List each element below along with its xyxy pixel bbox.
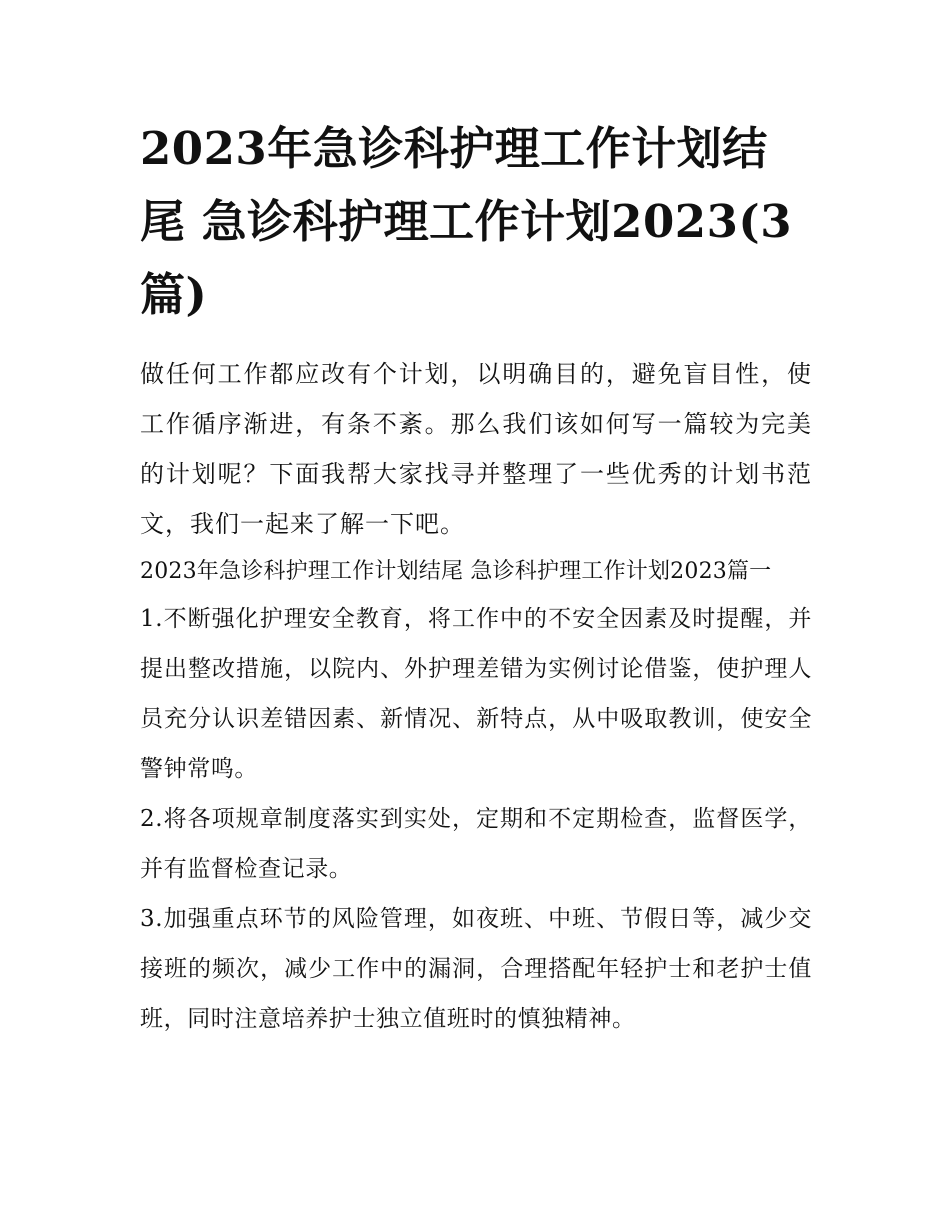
document-title: 2023年急诊科护理工作计划结尾 急诊科护理工作计划2023(3篇): [140, 122, 793, 321]
intro-paragraph: 做任何工作都应改有个计划，以明确目的，避免盲目性，使工作循序渐进，有条不紊。那么我们该如何写一篇较为完美的计划呢？下面我帮大家找寻并整理了一些优秀的计划书范文，我们一起来了解一下吧。: [140, 360, 812, 538]
list-item-2: 2.将各项规章制度落实到实处，定期和不定期检查，监督医学，并有监督检查记录。: [140, 806, 812, 882]
list-item-1: 1.不断强化护理安全教育，将工作中的不安全因素及时提醒，并提出整改措施，以院内、外护理差错为实例讨论借鉴，使护理人员充分认识差错因素、新情况、新特点，从中吸取教训，使安全警钟常鸣。: [140, 606, 812, 782]
list-item-3: 3.加强重点环节的风险管理，如夜班、中班、节假日等，减少交接班的频次，减少工作中的漏洞，合理搭配年轻护士和老护士值班，同时注意培养护士独立值班时的慎独精神。: [140, 906, 812, 1032]
section-heading: 2023年急诊科护理工作计划结尾 急诊科护理工作计划2023篇一: [140, 559, 772, 584]
document-body: [140, 112, 812, 1044]
